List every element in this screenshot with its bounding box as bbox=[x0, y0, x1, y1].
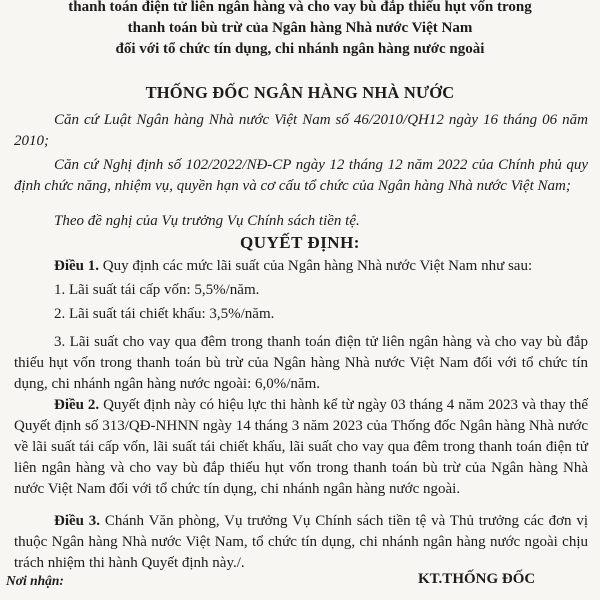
header-line-2: thanh toán bù trừ của Ngân hàng Nhà nước Việt Nam bbox=[127, 20, 473, 36]
article-1-item-2: 2. Lãi suất tái chiết khấu: 3,5%/năm. bbox=[54, 306, 275, 322]
decision-heading: QUYẾT ĐỊNH: bbox=[240, 233, 360, 252]
article-1-item-3: 3. Lãi suất cho vay qua đêm trong thanh toán điện tử liên ngân hàng và cho vay bù đắp thiếu hụt vốn trong thanh toán bù trừ của Ngân hàng Nhà nước Việt Nam đối với tổ chức tín dụng, chi nhánh ngân hàng nước ngoài: 6,0%/năm. bbox=[14, 334, 588, 392]
article-3-label: Điều 3. bbox=[54, 513, 101, 529]
article-1-text: Quy định các mức lãi suất của Ngân hàng Nhà nước Việt Nam như sau: bbox=[99, 258, 533, 274]
preamble-law: Căn cứ Luật Ngân hàng Nhà nước Việt Nam số 46/2010/QH12 ngày 16 tháng 06 năm 2010; bbox=[14, 112, 588, 149]
article-1-label: Điều 1. bbox=[54, 258, 99, 274]
article-3 bbox=[14, 511, 588, 574]
preamble-decree: Căn cứ Nghị định số 102/2022/NĐ-CP ngày 12 tháng 12 năm 2022 của Chính phủ quy định chức năng, nhiệm vụ, quyền hạn và cơ cấu tổ chức của Ngân hàng Nhà nước Việt Nam; bbox=[14, 157, 588, 194]
article-1 bbox=[14, 256, 588, 277]
header-line-1: thanh toán điện tử liên ngân hàng và cho vay bù đắp thiếu hụt vốn trong bbox=[68, 0, 532, 15]
article-3-text: Chánh Văn phòng, Vụ trưởng Vụ Chính sách tiền tệ và Thủ trưởng các đơn vị thuộc Ngân hàng Nhà nước Việt Nam, tổ chức tín dụng, chi nhánh ngân hàng nước ngoài chịu trách nhiệm thi hành Quyết định này./. bbox=[14, 513, 588, 571]
article-2-label: Điều 2. bbox=[54, 397, 100, 413]
issuer-title: THỐNG ĐỐC NGÂN HÀNG NHÀ NƯỚC bbox=[145, 83, 455, 102]
article-1-item-1: 1. Lãi suất tái cấp vốn: 5,5%/năm. bbox=[54, 282, 260, 298]
article-2 bbox=[14, 395, 588, 500]
preamble-proposal: Theo đề nghị của Vụ trưởng Vụ Chính sách tiền tệ. bbox=[54, 213, 360, 229]
signature-label: KT.THỐNG ĐỐC bbox=[418, 571, 536, 587]
header-line-3: đối với tổ chức tín dụng, chi nhánh ngân hàng nước ngoài bbox=[115, 41, 485, 57]
article-2-text: Quyết định này có hiệu lực thi hành kể từ ngày 03 tháng 4 năm 2023 và thay thế Quyết định số 313/QĐ-NHNN ngày 14 tháng 3 năm 2023 của Thống đốc Ngân hàng Nhà nước về lãi suất tái cấp vốn, lãi suất tái chiết khấu, lãi suất cho vay qua đêm trong thanh toán điện tử liên ngân hàng và cho vay bù đắp thiếu hụt vốn trong thanh toán bù trừ của Ngân hàng Nhà nước Việt Nam đối với tổ chức tín dụng, chi nhánh ngân hàng nước ngoài. bbox=[14, 397, 588, 497]
recipients-label: Nơi nhận: bbox=[6, 573, 64, 588]
